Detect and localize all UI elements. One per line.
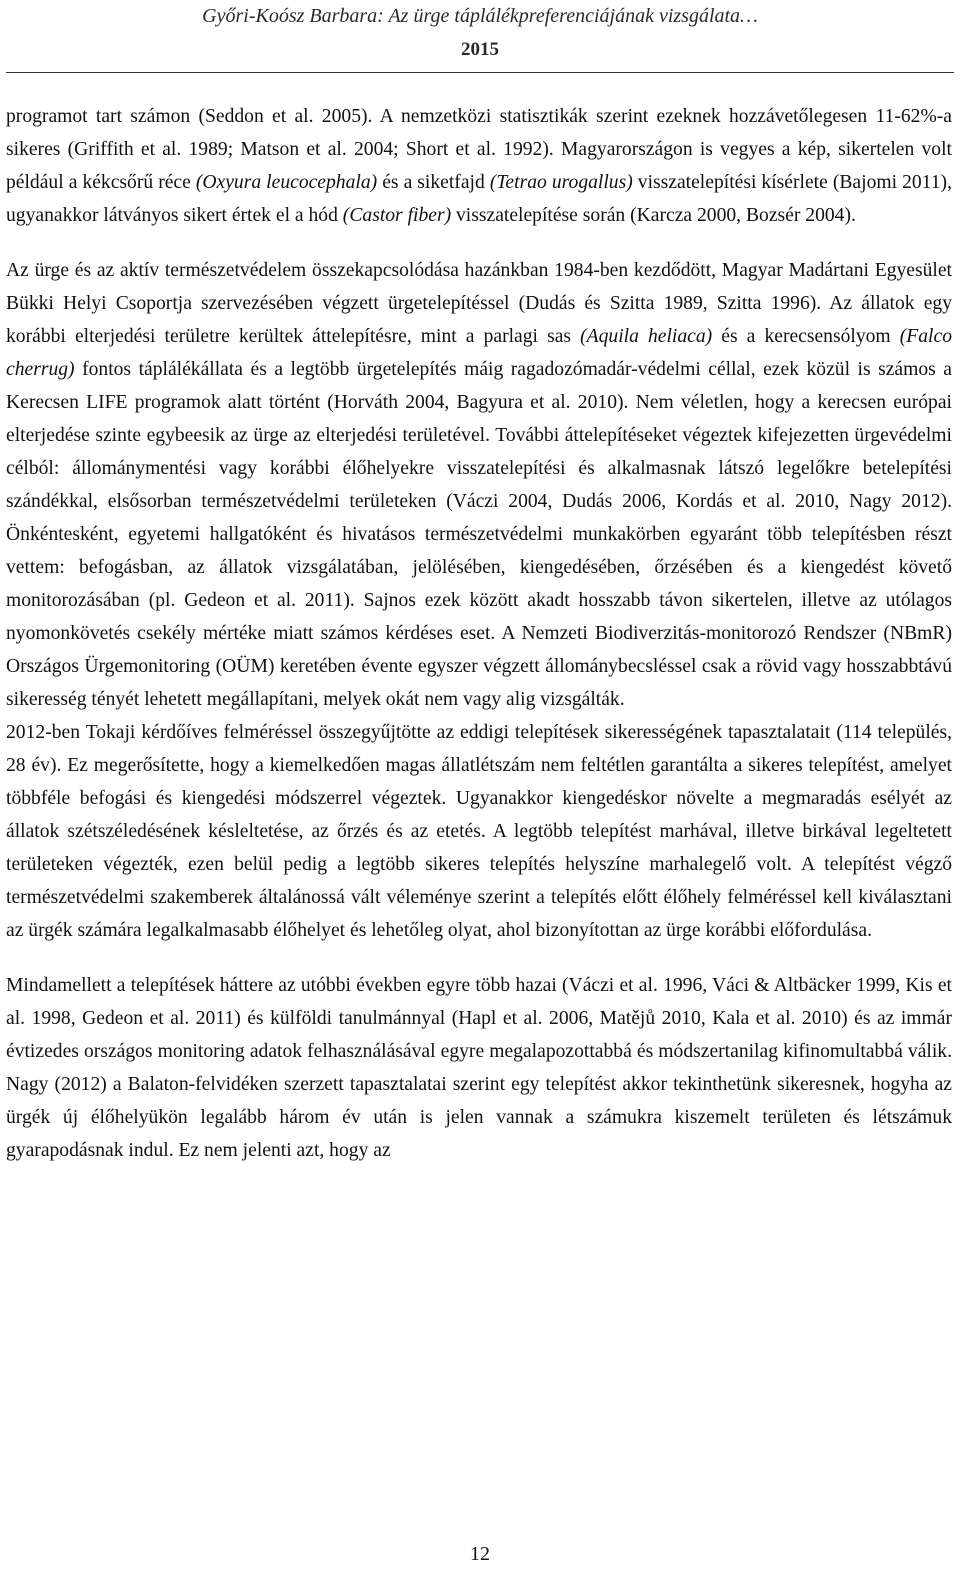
text-run: fontos táplálékállata és a legtöbb ürgetelepítés máig ragadozómadár-védelmi céllal, ezek közül is számos a Kerecsen LIFE programok alatt történt (Horváth 2004, Bagyura et al. 2010). Nem véletlen, hogy a kerecsen európai elterjedése szinte egybeesik az ürge az elterjedési területével. További áttelepítéseket végeztek kifejezetten ürgevédelmi célból: állománymentési vagy korábbi élőhelyekre visszatelepítési és alkalmasnak látszó legelőkre betelepítési szándékkal, elsősorban természetvédelmi területeken (Váczi 2004, Dudás 2006, Kordás et al. 2010, Nagy 2012). Önkéntesként, egyetemi hallgatóként és hivatásos természetvédelmi munkakörben egyaránt több telepítésben részt vettem: befogásban, az állatok vizsgálatában, jelölésében, kiengedésében, őrzésében és a kiengedést követő monitorozásában (pl. Gedeon et al. 2011). Sajnos ezek között akadt hosszabb távon sikertelen, illetve az utólagos nyomonkövetés csekély mértéke miatt számos kérdéses eset. A Nemzeti Biodiverzitás-monitorozó Rendszer (NBmR) Országos Ürgemonitoring (OÜM) keretében évente egyszer végzett állománybecsléssel csak a rövid vagy hosszabbtávú sikeresség tényét lehetett megállapítani, melyek okát nem vagy alig vizsgálták. — [6, 359, 952, 710]
text-run: és a kerecsensólyom — [712, 326, 900, 347]
text-run: és a siketfajd — [377, 172, 490, 193]
species-name: (Aquila heliaca) — [580, 326, 713, 347]
paragraph-1 — [6, 100, 952, 232]
paragraph-2 — [6, 254, 952, 716]
text-run: Mindamellett a telepítések háttere az utóbbi években egyre több hazai (Váczi et al. 1996, Váci & Altbäcker 1999, Kis et al. 1998, Gedeon et al. 2011) és külföldi tanulmánnyal (Hapl et al. 2006, Matějů 2010, Kala et al. 2010) és az immár évtizedes országos monitoring adatok felhasználásával egyre megalapozottabbá és módszertanilag kifinomultabbá válik. Nagy (2012) a Balaton-felvidéken szerzett tapasztalatai szerint egy telepítést akkor tekinthetünk sikeresnek, hogyha az ürgék új élőhelyükön legalább három év után is jelen vannak a számukra kiszemelt területen és létszámuk gyarapodásnak indul. Ez nem jelenti azt, hogy az — [6, 975, 952, 1161]
text-run: 2012-ben Tokaji kérdőíves felméréssel összegyűjtötte az eddigi telepítések sikerességének tapasztalatait (114 település, 28 év). Ez megerősítette, hogy a kiemelkedően magas állatlétszám nem feltétlen garantálta a sikeres telepítést, amelyet többféle befogási és kiengedési módszerrel végeztek. Ugyanakkor kiengedéskor növelte a megmaradás esélyét az állatok szétszéledésének késleltetése, az őrzés és az etetés. A legtöbb telepítést marhával, illetve birkával legeltetett területeken végezték, ezen belül pedig a legtöbb sikeres telepítés helyszíne marhalegelő volt. A telepítést végző természetvédelmi szakemberek általánossá vált véleménye szerint a telepítés előtt élőhely felméréssel kell kiválasztani az ürgék számára legalkalmasabb élőhelyet és lehetőleg olyat, ahol bizonyítottan az ürge korábbi előfordulása. — [6, 722, 952, 941]
running-header — [0, 4, 960, 62]
species-name: (Tetrao urogallus) — [489, 172, 633, 193]
species-name: (Falco cherrug) — [6, 326, 952, 380]
paragraph-4 — [6, 969, 952, 1167]
paragraph-3 — [6, 716, 952, 947]
text-run: programot tart számon (Seddon et al. 2005). A nemzetközi statisztikák szerint ezeknek hozzávetőlegesen 11-62%-a sikeres (Griffith et al. 1989; Matson et al. 2004; Short et al. 1992). Magyarországon is vegyes a kép, sikertelen volt például a kékcsőrű réce — [6, 106, 952, 193]
header-title: Győri-Koósz Barbara: Az ürge táplálékpreferenciájának vizsgálata… — [202, 5, 758, 27]
text-run: Az ürge és az aktív természetvédelem összekapcsolódása hazánkban 1984-ben kezdődött, Magyar Madártani Egyesület Bükki Helyi Csoportja szervezésében végzett ürgetelepítéssel (Dudás és Szitta 1989, Szitta 1996). Az állatok egy korábbi elterjedési területre kerültek áttelepítésre, mint a parlagi sas — [6, 260, 952, 347]
species-name: (Oxyura leucocephala) — [195, 172, 378, 193]
header-rule — [6, 72, 954, 73]
header-year: 2015 — [461, 39, 499, 60]
species-name: (Castor fiber) — [342, 205, 452, 226]
text-run: visszatelepítési kísérlete (Bajomi 2011), ugyanakkor látványos sikert értek el a hód — [6, 172, 952, 226]
body-text — [6, 100, 952, 1167]
page-number: 12 — [470, 1543, 490, 1565]
text-run: visszatelepítése során (Karcza 2000, Bozsér 2004). — [451, 205, 856, 226]
